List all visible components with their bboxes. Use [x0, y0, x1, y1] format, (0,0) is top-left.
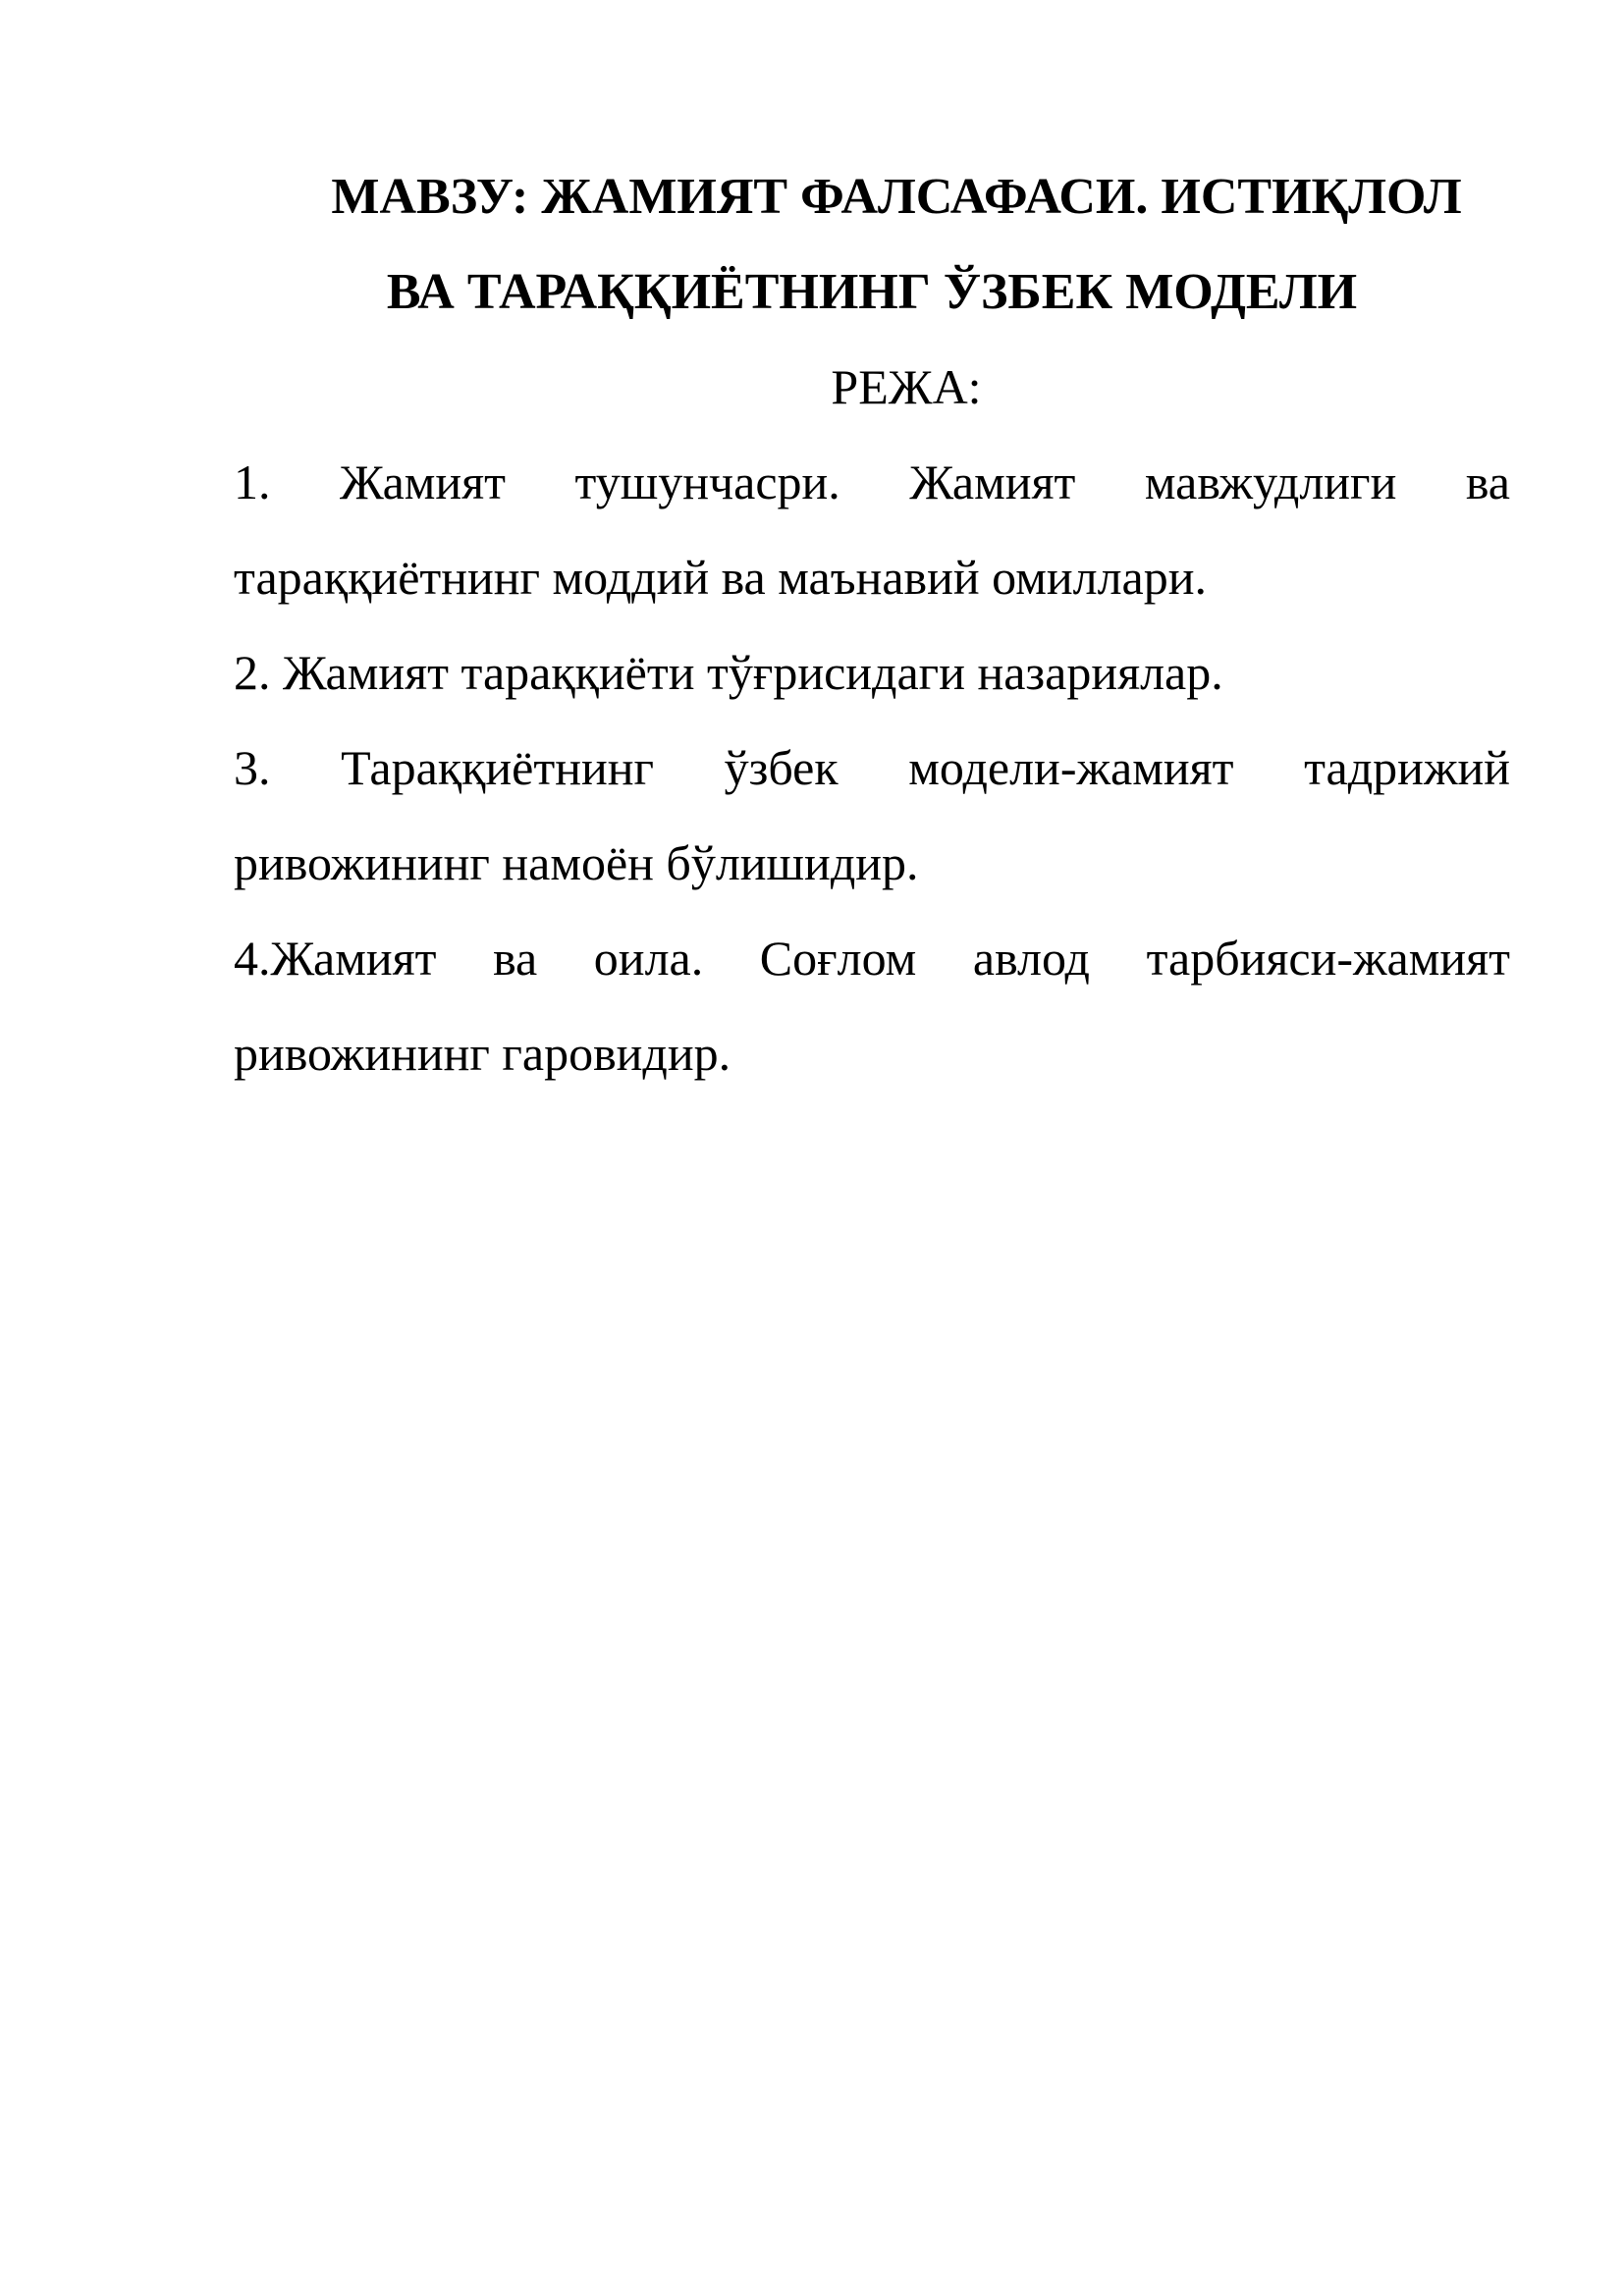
plan-heading: РЕЖА:: [831, 359, 982, 414]
title-line-2: ВА ТАРАҚҚИЁТНИНГ ЎЗБЕК МОДЕЛИ: [386, 264, 1358, 320]
plan-item-3: 3. Тараққиётнинг ўзбек модели-жамият тадрижий ривожининг намоён бўлишидир.: [234, 740, 1510, 890]
plan-item-4: 4.Жамият ва оила. Соғлом авлод тарбияси-жамият ривожининг гаровидир.: [234, 931, 1510, 1081]
title-line-1: МАВЗУ: ЖАМИЯТ ФАЛСАФАСИ. ИСТИҚЛОЛ: [331, 169, 1462, 225]
document-page: [234, 149, 1510, 1101]
plan-list: [234, 435, 1510, 1101]
plan-item-2: 2. Жамият тараққиёти тўғрисидаги назариялар.: [234, 645, 1223, 700]
plan-item-1: 1. Жамият тушунчасри. Жамият мавжудлиги ва тараққиётнинг моддий ва маънавий омиллари.: [234, 454, 1510, 605]
